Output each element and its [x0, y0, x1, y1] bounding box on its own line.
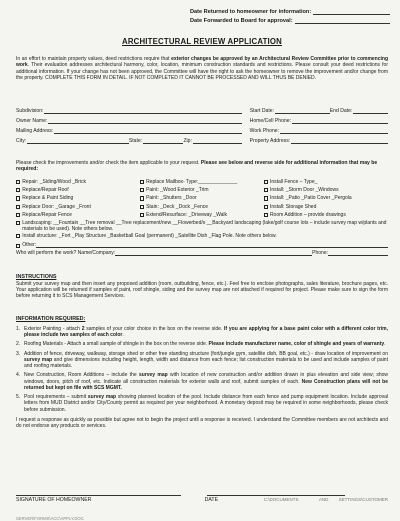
checkbox[interactable]	[16, 221, 20, 225]
contractor-field[interactable]	[115, 250, 312, 256]
checkbox-label: Install: _Storm Door _Windows	[269, 187, 339, 194]
install-structure-label: Install structure: _Fort _Play Structure _Basketball Goal (permanent) _Satellite Dish _Flag Pole. Note others below.	[22, 233, 277, 240]
document-footer-path: SERVER\FORMS\ACC\APPLY.DOC	[16, 516, 84, 521]
checkbox-label: Paint: _Shutters _Door	[146, 195, 197, 202]
form-title: ARCHITECTURAL REVIEW APPLICATION	[121, 37, 283, 46]
checkbox-label: Room Addition – provide drawings	[269, 211, 346, 218]
checkbox-label: Install: _Patio _Patio Cover _Pergola	[269, 195, 352, 202]
checkbox-item[interactable]	[16, 195, 140, 201]
checkbox[interactable]	[264, 188, 268, 192]
check-instructions-text: Please check the improvements and/or check the item applicable to your request.	[16, 160, 201, 166]
checkbox[interactable]	[264, 196, 268, 200]
mailing-address-field[interactable]	[54, 128, 241, 134]
doc-path-2: AND	[318, 497, 329, 502]
checkbox-label: Paint: _Wood Exterior _Trim	[146, 187, 209, 194]
checkbox[interactable]	[16, 244, 20, 248]
checklist-row	[16, 178, 388, 186]
other-item[interactable]	[16, 240, 388, 248]
information-heading: INFORMATION REQUIRED:	[16, 316, 86, 322]
work-phone-label: Work Phone:	[249, 127, 280, 134]
office-use-block	[190, 8, 390, 26]
contractor-line	[16, 248, 388, 256]
checkbox-item[interactable]	[264, 187, 388, 193]
contractor-label: Who will perform the work? Name/Company:	[16, 250, 116, 257]
checklist-row	[16, 194, 388, 202]
info-text: Roofing Materials - Attach a small sample of shingle in the box on the reverse side.	[24, 341, 209, 348]
date-label: DATE	[204, 497, 219, 503]
zip-label: Zip:	[183, 137, 192, 144]
info-text-bold: New Construction plans will not be returned but kept on file with SCS MGMT.	[24, 378, 388, 391]
info-text: Pool requirements – submit	[24, 394, 88, 400]
improvement-checklist	[16, 178, 388, 256]
checkbox[interactable]	[16, 213, 20, 217]
checkbox-label: Repair: _Siding/Wood _Brick	[22, 179, 87, 186]
checklist-row	[16, 186, 388, 194]
info-text: Exterior Painting - attach	[24, 325, 82, 332]
other-field[interactable]	[36, 242, 388, 248]
info-item	[16, 372, 388, 391]
date-forwarded-field[interactable]	[295, 17, 390, 24]
city-label: City:	[16, 137, 27, 144]
intro-text-a: In an effort to maintain property values, deed restrictions require that	[16, 56, 172, 62]
instructions-text: Submit your survey map and then insert any proposed addition (room, outbuilding, fence, etc.). Feel free to enclose photographs, sales literature, brochure pages, etc. Your application will be returned if samples of paint, roof shingle, siding and the survey map are not attached if required for project. Please make sure to sign the form before returning it to SCS Management Services.	[16, 280, 388, 300]
subdivision-label: Subdivision:	[16, 107, 44, 114]
checkbox[interactable]	[16, 234, 20, 238]
checkbox[interactable]	[140, 188, 144, 192]
checkbox[interactable]	[140, 180, 144, 184]
work-phone-field[interactable]	[280, 128, 388, 134]
instructions-heading: INSTRUCTIONS	[16, 274, 57, 280]
checkbox-label: Install Fence – Type_	[269, 179, 318, 186]
city-field[interactable]	[27, 138, 129, 144]
info-item-number: 3.	[16, 350, 21, 357]
info-text: samples of your color choice in the box on the reverse side.	[84, 325, 225, 332]
checkbox-item[interactable]	[264, 195, 388, 201]
owner-fields	[16, 104, 388, 144]
info-text: New Construction, Room Additions – include the	[24, 372, 139, 379]
subdivision-field[interactable]	[44, 108, 241, 114]
checkbox-item[interactable]	[16, 179, 140, 185]
end-date-field[interactable]	[353, 108, 388, 114]
checkbox-item[interactable]	[140, 179, 264, 185]
checkbox-label: Replace/Repair Fence	[22, 211, 72, 218]
info-item-number: 2.	[16, 341, 21, 348]
info-text-bold: 2	[81, 325, 85, 332]
signature-block	[16, 486, 388, 503]
info-item	[16, 351, 388, 370]
info-text: Addition of fence, driveway, walkway, storage shed or other free standing structure (fort/jungle gym, satellite dish, BB goal, etc.) - draw location of improvement on	[24, 350, 388, 357]
information-required-section	[16, 314, 388, 429]
property-address-label: Property Address:	[249, 137, 291, 144]
signature-field[interactable]	[16, 486, 181, 496]
intro-text-b: . Their evaluation addresses architectural harmony, color, location, minimum construction standards and restrictions. Please consult your deed restrictions for additional information. If your change has not been approved, the Committee will have the right to ask the homeowner to remove the improvement and/or change from the property. COMPLETE THIS FORM IN DETAIL. IF NOT COMPLETED IT CANNOT BE PROCESSED AND WILL THUS BE DENIED.	[16, 62, 388, 81]
doc-path-3: SETTINGS\CUSTOMER	[338, 497, 388, 502]
info-item-number: 4.	[16, 372, 21, 379]
checklist-row	[16, 211, 388, 219]
checkbox-item[interactable]	[16, 204, 140, 210]
contractor-phone-label: Phone:	[312, 250, 328, 257]
checklist-row	[16, 203, 388, 211]
info-text: and give dimensions including height, length, width and distance from each fence; list construction materials to be used and include samples of paint and roofing materials.	[24, 356, 388, 369]
checkbox-item[interactable]	[16, 212, 140, 218]
info-text: showing planned location of the pool. Include distance from each fence and pump equipment location. Include approval letters from MUD District and/or City/County permit as required per your neighborhood. A monetary deposit may be required in some neighborhoods, please check before submission.	[24, 394, 389, 413]
checkbox[interactable]	[264, 213, 268, 217]
home-cell-field[interactable]	[292, 118, 388, 124]
end-date-label: End Date:	[329, 107, 353, 114]
contractor-phone-field[interactable]	[328, 250, 388, 256]
checkbox-label: Stain: _Deck _Dock _Fence	[146, 203, 209, 210]
info-text-bold: survey map	[87, 394, 117, 400]
instructions-section	[16, 272, 388, 300]
checkbox-label: Replace & Paint Siding	[22, 195, 74, 202]
checkbox-label: Replace/Repair Roof	[22, 187, 69, 194]
checkbox-item[interactable]	[264, 204, 388, 210]
checkbox-item[interactable]	[140, 212, 264, 218]
checkbox[interactable]	[140, 196, 144, 200]
intro-paragraph	[16, 56, 388, 81]
signature-label: SIGNATURE OF HOMEOWNER	[16, 497, 92, 503]
checkbox-item[interactable]	[264, 212, 388, 218]
info-text-bold: survey map	[138, 372, 168, 379]
checkbox-label: Replace Door: _Garage _Front	[22, 203, 91, 210]
doc-path-1: C:\DOCUMENTS	[263, 497, 299, 502]
checkbox[interactable]	[264, 180, 268, 184]
info-item-number: 5.	[16, 394, 21, 400]
start-date-field[interactable]	[275, 108, 330, 114]
checkbox[interactable]	[16, 188, 20, 192]
info-text-bold: survey map	[24, 356, 53, 363]
owner-name-field[interactable]	[48, 118, 241, 124]
date-returned-label: Date Returned to homeowner for information:	[190, 9, 312, 15]
landscaping-label: Landscaping: __Fountain __Tree removal __Tree replacement/new __Flowerbed/s __Backyard landscaping (lake/golf course lots – include survey map w/plants and materials to be used). Note others below.	[22, 219, 387, 233]
zip-field[interactable]	[193, 138, 242, 144]
info-item	[16, 394, 388, 413]
info-text: with location of new construction and/or addition drawn in plus elevation and side view; show windows, doors, pitch of roof, etc. Indicate all construction materials for exterior walls and roof, submit samples of each.	[24, 372, 388, 385]
checkbox[interactable]	[16, 180, 20, 184]
checkbox[interactable]	[140, 213, 144, 217]
checkbox-item[interactable]	[264, 179, 388, 185]
info-item	[16, 341, 388, 347]
checkbox-label: Extend/Resurface: _Driveway _Walk	[146, 211, 228, 218]
landscaping-item[interactable]	[16, 220, 388, 232]
checkbox[interactable]	[16, 196, 20, 200]
date-returned-field[interactable]	[313, 8, 390, 15]
checkbox-item[interactable]	[140, 204, 264, 210]
checkbox[interactable]	[16, 205, 20, 209]
info-text-bold: Please include manufacturer name, color of shingle and years of warranty	[208, 341, 385, 348]
checkbox-label: Install: Storage Shed	[269, 203, 317, 210]
check-instructions	[16, 160, 388, 173]
state-label: State:	[128, 137, 143, 144]
checkbox-item[interactable]	[16, 187, 140, 193]
info-item-number: 1.	[16, 325, 21, 332]
mailing-address-label: Mailing Address:	[16, 127, 54, 134]
checkbox[interactable]	[140, 205, 144, 209]
acknowledgement-text: I request a response as quickly as possible but agree not to begin the project until a response is received. I understand the Committee members are not architects and do not endorse any products or services.	[16, 416, 388, 429]
check-instructions-bold: Please see below and reverse side for additional information that may be required:	[16, 160, 378, 173]
checkbox-label: Replace Mailbox- Type:______________	[146, 179, 238, 186]
info-text: .	[122, 332, 124, 338]
checkbox[interactable]	[264, 205, 268, 209]
intro-text-bold: exterior changes be approved by an Architectural Review Committee prior to commencing work	[16, 56, 388, 69]
install-structure-item[interactable]	[16, 233, 388, 239]
state-field[interactable]	[143, 138, 183, 144]
checkbox-item[interactable]	[140, 195, 264, 201]
date-field[interactable]	[207, 486, 345, 496]
info-text-bold: If you are applying for a base paint color with a different color trim, please include two samples of each color	[24, 325, 389, 338]
date-forwarded-label: Date Forwarded to Board for approval:	[190, 18, 293, 24]
info-text: .	[384, 341, 386, 348]
info-item	[16, 326, 388, 339]
owner-name-label: Owner Name:	[16, 117, 48, 124]
home-cell-label: Home/Cell Phone:	[249, 117, 292, 124]
other-label: Other:	[22, 242, 37, 249]
property-address-field[interactable]	[291, 138, 388, 144]
start-date-label: Start Date:	[249, 107, 275, 114]
checkbox-item[interactable]	[140, 187, 264, 193]
